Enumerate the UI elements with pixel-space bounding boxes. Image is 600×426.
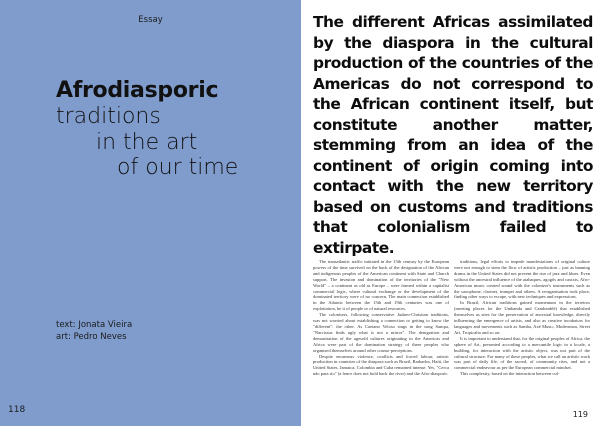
body-column-2: [454, 259, 590, 409]
pull-quote: The different Africas assimilated by the diaspora in the cultural production of the countries of the Americas do not correspond to the African continent itself, but constitute another matter, stemming from an idea of the continent of origin coming into contact with the new territory based on customs and traditions that colonialism failed to extirpate.: [313, 13, 593, 257]
body-paragraph: Despite enormous violence, conflicts and forced labour, artistic production in countries of the diaspora such as Brazil, Barbados, Haiti, the United States, Jamaica, Colombia and Cuba remained intense. Yes, "Cerca não para rio" (a fence does not hold back the river) and the Afro-diasporic: [313, 353, 449, 377]
title-line-3: in the art: [96, 130, 198, 155]
title-line-4: of our time: [117, 155, 239, 180]
page-number-right: 119: [572, 410, 588, 419]
title-line-2: traditions: [56, 104, 161, 129]
section-label: Essay: [138, 15, 163, 25]
body-paragraph: The transatlantic traffic initiated in the 15th century by the European powers of the time survived on the back of the designation of the African and indigenous peoples of the American continent with State and Church support. The invasion and domination of the territories of the "New World" – a continent as old as Europe – were framed within a capitalist commercial logic, where cultural exchange or the development of the dominated territory were of no concern. The main connection established in the Atlantic between the 15th and 19th centuries was one of exploitation, be it of people or of natural resources.: [313, 259, 449, 312]
page-number-left: 118: [8, 405, 26, 415]
right-page: [301, 0, 600, 426]
title-line-1: Afrodiasporic: [56, 78, 219, 103]
body-paragraph: In Brazil, African traditions gained momentum in the terreiros (meeting places for the Umbanda and Candomblé) that established themselves as sites for the preservation of ancestral knowledge, directly influencing the emergence of artists, and also as creative incubators for languages and movements such as Samba, Axé Music, Modernism, Street Art, Tropicalia and so on.: [454, 300, 590, 335]
body-paragraph: traditions, legal efforts to impede manifestations of original culture were not enough to stem the flow of artistic production – just as banning drums in the United States did not prevent the rise of jazz and blues. Even without the ancestral influence of the atabaques, agogôs and caxixis, Afro-American music created sound with the colonizer's instruments such as the saxophone, clarinet, trumpet and others. A reorganisation took place, finding other ways to escape, with new techniques and expressions.: [454, 259, 590, 300]
author-credit: text: Jonata Vieira: [56, 320, 133, 330]
art-credit: art: Pedro Neves: [56, 332, 127, 342]
body-paragraph: This complexity, based on the interaction between cul-: [460, 371, 560, 377]
body-paragraph: It is important to understand that, for the original peoples of Africa, the sphere of Art, presented according to a mercantile logic in a locale, a building, for interaction with the artistic object, was not part of the cultural structure. For many of these peoples, what we call an artistic work was part of daily life, of the sacred, of community rites, and not a commercial endeavour as per the European commercial mindset.: [454, 335, 590, 371]
body-paragraph: The colonisers, following conservative Judaeo-Christian traditions, was not worried about establishing a connection or getting to know the "different": the other. As Caetano Veloso sings in the song Sampa, "Narcissus finds ugly what is not a mirror". The denigration and demonisation of the agesold cultures originating in the Americas and Africa were part of the domination strategy of these peoples who organised themselves around other cosmo-perceptions.: [313, 312, 449, 353]
body-column-1: [313, 259, 449, 409]
